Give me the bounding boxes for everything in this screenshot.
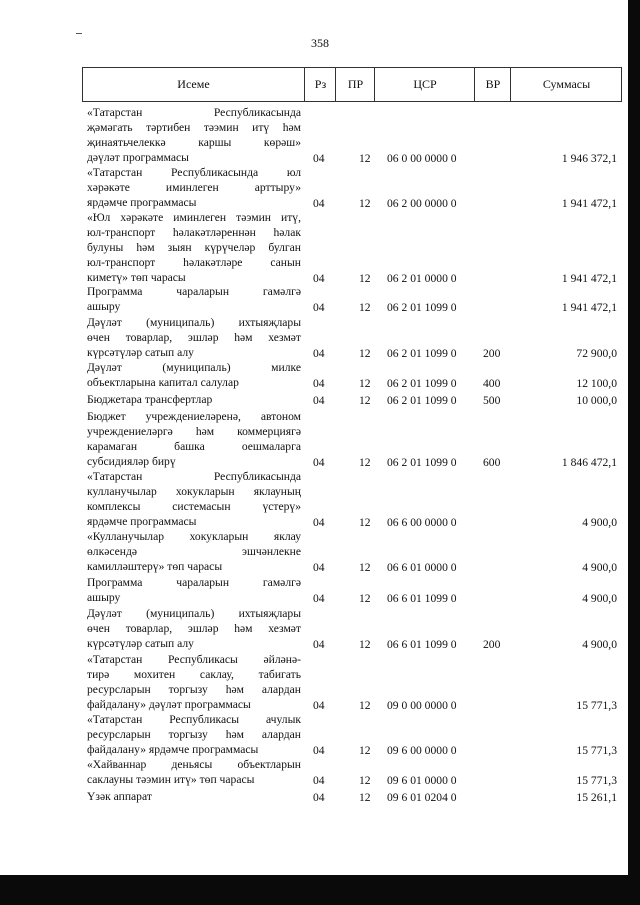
row-name-line: җәмәгать тәртибен тәэмин итү һәм <box>87 120 301 134</box>
row-rz: 04 <box>313 637 325 651</box>
row-name-line: «Хайваннар деньясы объектларын <box>87 758 301 771</box>
row-rz: 04 <box>313 698 325 712</box>
row-name-line: файдалану» ярдәмче программасы <box>87 742 259 756</box>
row-name-line: ярдәмче программасы <box>87 514 197 528</box>
row-name-line: файдалану» дәүләт программасы <box>87 697 251 711</box>
row-name-line: булуны һәм зыян күрүчеләр булган <box>87 240 301 254</box>
row-name-line: ашыру <box>87 299 121 313</box>
row-name-line: «Татарстан Республикасы әйләнә- <box>87 653 301 666</box>
row-vr: 500 <box>483 393 501 407</box>
table-row <box>87 576 617 606</box>
header-vr: ВР <box>474 68 511 101</box>
row-pr: 12 <box>359 455 371 469</box>
table-row <box>87 285 617 315</box>
row-name <box>87 653 301 713</box>
table-row <box>87 470 617 530</box>
row-name-line: ашыру <box>87 590 121 604</box>
row-pr: 12 <box>359 271 371 285</box>
header-sum: Суммасы <box>510 68 622 101</box>
row-name <box>87 410 301 470</box>
row-name-line: җинаятьчелеккә каршы көрәш» <box>87 135 301 149</box>
row-name <box>87 393 301 408</box>
row-name-line: киметү» төп чарасы <box>87 270 186 284</box>
row-pr: 12 <box>359 743 371 757</box>
row-sum: 12 100,0 <box>576 376 617 390</box>
row-pr: 12 <box>359 560 371 574</box>
row-name-line: күрсәтүләр сатып алу <box>87 345 194 359</box>
row-name <box>87 713 301 758</box>
row-name-line: Программа чараларын гамәлгә <box>87 576 301 589</box>
row-name-line: Бюджет учреждениеләренә, автоном <box>87 410 301 423</box>
header-pr: ПР <box>335 68 375 101</box>
row-name-line: юл-транспорт һәлакәтләре санын <box>87 255 301 269</box>
row-pr: 12 <box>359 151 371 165</box>
row-name-line: ресурсларын торгызу һәм алардан <box>87 682 301 696</box>
row-rz: 04 <box>313 271 325 285</box>
row-name-line: «Юл хәрәкәте иминлеген тәэмин итү, <box>87 211 301 224</box>
row-csr: 06 6 00 0000 0 <box>387 515 457 529</box>
row-name <box>87 211 301 286</box>
row-csr: 06 2 01 1099 0 <box>387 376 457 390</box>
row-name-line: «Татарстан Республикасында <box>87 470 301 483</box>
row-name-line: Дәүләт (муниципаль) ихтыяҗлары <box>87 316 301 329</box>
row-name-line: ярдәмче программасы <box>87 195 197 209</box>
row-name-line: өчен товарлар, эшләр һәм хезмәт <box>87 330 301 344</box>
row-rz: 04 <box>313 743 325 757</box>
row-pr: 12 <box>359 637 371 651</box>
row-name-line: Үзәк аппарат <box>87 790 152 803</box>
row-sum: 15 771,3 <box>576 773 617 787</box>
row-name-line: камилләштерү» төп чарасы <box>87 559 223 573</box>
row-name-line: саклауны тәэмин итү» төп чарасы <box>87 772 255 786</box>
row-rz: 04 <box>313 591 325 605</box>
row-csr: 09 0 00 0000 0 <box>387 698 457 712</box>
scan-mark <box>76 33 82 34</box>
row-name <box>87 361 301 391</box>
row-name <box>87 607 301 652</box>
table-row <box>87 713 617 758</box>
row-name <box>87 576 301 606</box>
row-name <box>87 758 301 788</box>
row-rz: 04 <box>313 515 325 529</box>
row-vr: 200 <box>483 346 501 360</box>
table-row <box>87 166 617 211</box>
table-row <box>87 410 617 470</box>
row-name-line: өчен товарлар, эшләр һәм хезмәт <box>87 621 301 635</box>
table-row <box>87 530 617 575</box>
row-rz: 04 <box>313 790 325 804</box>
table-row <box>87 316 617 361</box>
row-sum: 72 900,0 <box>576 346 617 360</box>
table-row <box>87 106 617 166</box>
row-name-line: комплексы системасын үстерү» <box>87 499 301 513</box>
table-row <box>87 758 617 788</box>
row-pr: 12 <box>359 393 371 407</box>
row-name-line: тирә мохитен саклау, табигать <box>87 667 301 681</box>
row-rz: 04 <box>313 196 325 210</box>
row-rz: 04 <box>313 773 325 787</box>
row-name-line: «Татарстан Республикасында <box>87 106 301 119</box>
header-csr: ЦСР <box>374 68 475 101</box>
row-name-line: объектларына капитал салулар <box>87 375 239 389</box>
row-name-line: карамаган башка оешмаларга <box>87 439 301 453</box>
row-pr: 12 <box>359 698 371 712</box>
row-sum: 4 900,0 <box>582 560 617 574</box>
row-name <box>87 106 301 166</box>
row-rz: 04 <box>313 455 325 469</box>
row-name <box>87 285 301 315</box>
row-name-line: «Кулланучылар хокукларын яклау <box>87 530 301 543</box>
row-name-line: учреждениеләргә һәм коммерциягә <box>87 424 301 438</box>
table-row <box>87 790 617 805</box>
row-pr: 12 <box>359 196 371 210</box>
scan-border-right <box>628 0 640 905</box>
row-sum: 4 900,0 <box>582 637 617 651</box>
row-vr: 600 <box>483 455 501 469</box>
row-vr: 200 <box>483 637 501 651</box>
row-sum: 1 946 372,1 <box>561 151 617 165</box>
row-rz: 04 <box>313 151 325 165</box>
table-row <box>87 653 617 713</box>
header-name: Исеме <box>177 77 210 91</box>
row-name-line: өлкәсендә эшчәнлекне <box>87 544 301 558</box>
row-sum: 1 941 472,1 <box>561 271 617 285</box>
row-name-line: күрсәтүләр сатып алу <box>87 636 194 650</box>
row-csr: 09 6 01 0204 0 <box>387 790 457 804</box>
row-csr: 06 0 00 0000 0 <box>387 151 457 165</box>
row-pr: 12 <box>359 790 371 804</box>
row-pr: 12 <box>359 515 371 529</box>
row-csr: 06 6 01 0000 0 <box>387 560 457 574</box>
row-pr: 12 <box>359 346 371 360</box>
row-name-line: Дәүләт (муниципаль) милке <box>87 361 301 374</box>
row-name <box>87 530 301 575</box>
header-rz: Рз <box>304 68 336 101</box>
row-name-line: ресурсларын торгызу һәм алардан <box>87 727 301 741</box>
row-rz: 04 <box>313 346 325 360</box>
row-name <box>87 166 301 211</box>
table-row <box>87 361 617 391</box>
row-pr: 12 <box>359 591 371 605</box>
row-name-line: хәрәкәте иминлеген арттыру» <box>87 180 301 194</box>
row-sum: 1 846 472,1 <box>561 455 617 469</box>
row-name <box>87 790 301 805</box>
row-sum: 15 771,3 <box>576 743 617 757</box>
row-csr: 06 2 01 1099 0 <box>387 300 457 314</box>
row-rz: 04 <box>313 300 325 314</box>
table-row <box>87 211 617 286</box>
row-name-line: «Татарстан Республикасы ачулык <box>87 713 301 726</box>
row-rz: 04 <box>313 376 325 390</box>
row-csr: 06 2 01 1099 0 <box>387 346 457 360</box>
row-sum: 4 900,0 <box>582 591 617 605</box>
scan-border-bottom <box>0 875 640 905</box>
table-header <box>82 67 622 102</box>
row-name-line: Дәүләт (муниципаль) ихтыяҗлары <box>87 607 301 620</box>
row-name-line: дәүләт программасы <box>87 150 189 164</box>
row-sum: 4 900,0 <box>582 515 617 529</box>
row-csr: 09 6 00 0000 0 <box>387 743 457 757</box>
row-name-line: юл-транспорт һәлакәтләреннән һәлак <box>87 225 301 239</box>
row-pr: 12 <box>359 300 371 314</box>
row-name-line: субсидияләр бирү <box>87 454 176 468</box>
row-name-line: Бюджетара трансфертлар <box>87 393 213 406</box>
row-name-line: Программа чараларын гамәлгә <box>87 285 301 298</box>
table-row <box>87 393 617 408</box>
row-rz: 04 <box>313 560 325 574</box>
row-name-line: кулланучылар хокукларын яклауның <box>87 484 301 498</box>
row-name <box>87 470 301 530</box>
row-csr: 06 6 01 1099 0 <box>387 637 457 651</box>
row-name-line: «Татарстан Республикасында юл <box>87 166 301 179</box>
table-row <box>87 607 617 652</box>
row-pr: 12 <box>359 773 371 787</box>
row-vr: 400 <box>483 376 501 390</box>
row-sum: 15 771,3 <box>576 698 617 712</box>
row-pr: 12 <box>359 376 371 390</box>
page-number: 358 <box>311 36 329 50</box>
row-csr: 06 6 01 1099 0 <box>387 591 457 605</box>
row-sum: 1 941 472,1 <box>561 300 617 314</box>
row-csr: 09 6 01 0000 0 <box>387 773 457 787</box>
row-sum: 15 261,1 <box>576 790 617 804</box>
row-csr: 06 2 01 0000 0 <box>387 271 457 285</box>
row-csr: 06 2 01 1099 0 <box>387 393 457 407</box>
row-csr: 06 2 00 0000 0 <box>387 196 457 210</box>
row-sum: 1 941 472,1 <box>561 196 617 210</box>
row-csr: 06 2 01 1099 0 <box>387 455 457 469</box>
row-rz: 04 <box>313 393 325 407</box>
row-name <box>87 316 301 361</box>
row-sum: 10 000,0 <box>576 393 617 407</box>
